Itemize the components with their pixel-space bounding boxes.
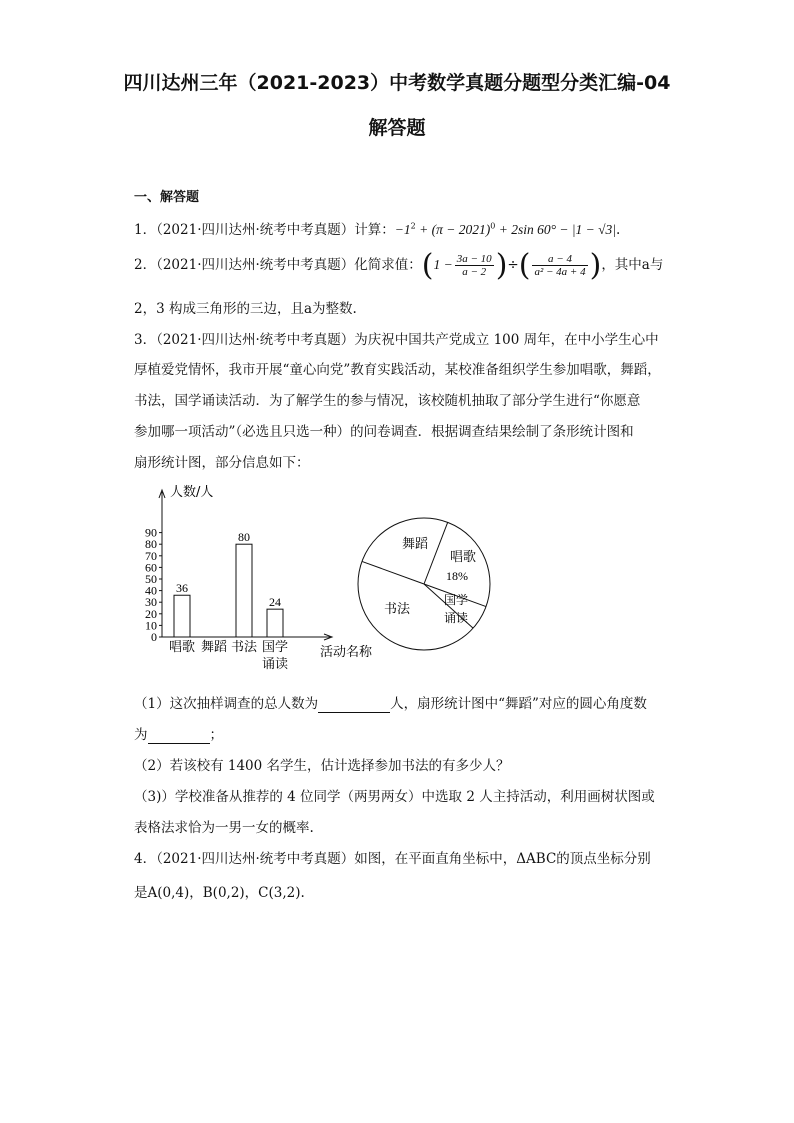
- y-tick-label: 20: [145, 606, 157, 621]
- q3-line-3: 书法，国学诵读活动．为了解学生的参与情况，该校随机抽取了部分学生进行“你愿意: [134, 393, 641, 409]
- bar: [267, 609, 283, 637]
- q2-one-minus: 1 −: [433, 257, 453, 272]
- x-tick-label: 书法: [230, 640, 258, 655]
- q3-line-4: 参加哪一项活动”（必选且只选一种）的问卷调查．根据调查结果绘制了条形统计图和: [134, 424, 634, 440]
- pie-label-guoxue: 国学: [444, 593, 469, 607]
- q1-expr1: −1: [394, 222, 411, 237]
- q3-line-2: 厚植爱党情怀，我市开展“童心向党”教育实践活动，某校准备组织学生参加唱歌，舞蹈，: [134, 362, 661, 378]
- y-tick-label: 50: [145, 572, 157, 586]
- y-tick-label: 90: [145, 525, 157, 540]
- pie-label-guoxue: 诵读: [444, 611, 469, 625]
- x-tick-label: 舞蹈: [200, 640, 228, 655]
- bar-value-label: 24: [269, 595, 281, 610]
- q1-exp1: 2: [410, 221, 416, 231]
- q2-fraction-2: $\frac{a - 4}{\text{a² − 4a + 4}}$: [534, 253, 586, 278]
- pie-label-calligraphy: 书法: [384, 602, 411, 617]
- q1-end: .: [616, 222, 621, 238]
- x-tick-label: 国学: [261, 640, 289, 655]
- y-tick-label: 70: [145, 548, 157, 563]
- document-title-line1: 四川达州三年（2021-2023）中考数学真题分题型分类汇编-04: [123, 72, 671, 94]
- q2-divide: ÷: [507, 257, 519, 273]
- q3-sub3-line2: 表格法求恰为一男一女的概率.: [134, 820, 314, 836]
- answer-blank-total[interactable]: [318, 696, 390, 713]
- pie-label-dance: 舞蹈: [402, 537, 429, 552]
- document-title-line2: 解答题: [368, 117, 426, 139]
- bar: [174, 595, 190, 637]
- q3-sub3-line1: （3)）学校准备从推荐的 4 位同学（两男两女）中选取 2 人主持活动，利用画树状图或: [134, 789, 655, 805]
- section-heading: 一、解答题: [134, 190, 200, 205]
- bar: [236, 544, 252, 637]
- q2-fraction-1: $\frac{3a - 10}{a - 2}$: [456, 253, 492, 278]
- q1-exp2: 0: [490, 221, 496, 231]
- x-axis-label: 活动名称: [320, 645, 373, 660]
- q2-suffix: ，其中a与: [601, 257, 664, 273]
- y-tick-label: 40: [145, 583, 157, 598]
- q4-line2: 是A(0,4)，B(0,2)，C(3,2).: [134, 885, 305, 901]
- q3-sub1: （1）这次抽样调查的总人数为 人，扇形统计图中“舞蹈”对应的圆心角度数: [134, 696, 647, 712]
- q1-expr2: + (π − 2021): [415, 222, 491, 237]
- q3-sub1-cont: 为 ；: [134, 727, 223, 743]
- y-tick-label: 30: [145, 595, 157, 610]
- bar-chart: [130, 478, 373, 678]
- y-tick-label: 0: [151, 630, 157, 644]
- y-tick-label: 80: [145, 537, 157, 552]
- answer-blank-angle[interactable]: [148, 727, 210, 744]
- x-tick-label: 唱歌: [168, 640, 196, 655]
- pie-chart: [350, 510, 500, 660]
- q3-line-1: 3．（2021·四川达州·统考中考真题）为庆祝中国共产党成立 100 周年，在中小学生心中: [134, 332, 659, 348]
- q1-expr3: + 2sin 60° − |1 − √3|: [495, 222, 617, 237]
- question-2: 2．（2021·四川达州·统考中考真题）化简求值：(1 − $\frac{3a - 10}{a - 2}$ )÷( $\frac{a - 4}{\text{a² − 4a + 4}}$ )，其中a与: [134, 248, 664, 283]
- bar-value-label: 36: [176, 581, 188, 596]
- y-axis-label: 人数/人: [170, 485, 214, 500]
- q1-prefix: 1．（2021·四川达州·统考中考真题）计算：: [134, 222, 395, 238]
- y-tick-label: 60: [145, 560, 157, 575]
- q3-line-5: 扇形统计图，部分信息如下：: [134, 455, 310, 471]
- pie-label-sing: 唱歌: [450, 550, 477, 565]
- pie-label-sing-percent: 18%: [446, 569, 468, 583]
- q3-sub2: （2）若该校有 1400 名学生，估计选择参加书法的有多少人？: [134, 758, 510, 774]
- y-tick-label: 10: [145, 618, 157, 633]
- q2-line2: 2，3 构成三角形的三边，且a为整数.: [134, 301, 357, 317]
- q4-line1: 4．（2021·四川达州·统考中考真题）如图，在平面直角坐标中，ΔABC的顶点坐标分别: [134, 851, 651, 867]
- q2-prefix: 2．（2021·四川达州·统考中考真题）化简求值：: [134, 257, 422, 273]
- question-1: [134, 218, 620, 238]
- bar-value-label: 80: [238, 530, 250, 545]
- x-tick-label: 诵读: [261, 657, 289, 672]
